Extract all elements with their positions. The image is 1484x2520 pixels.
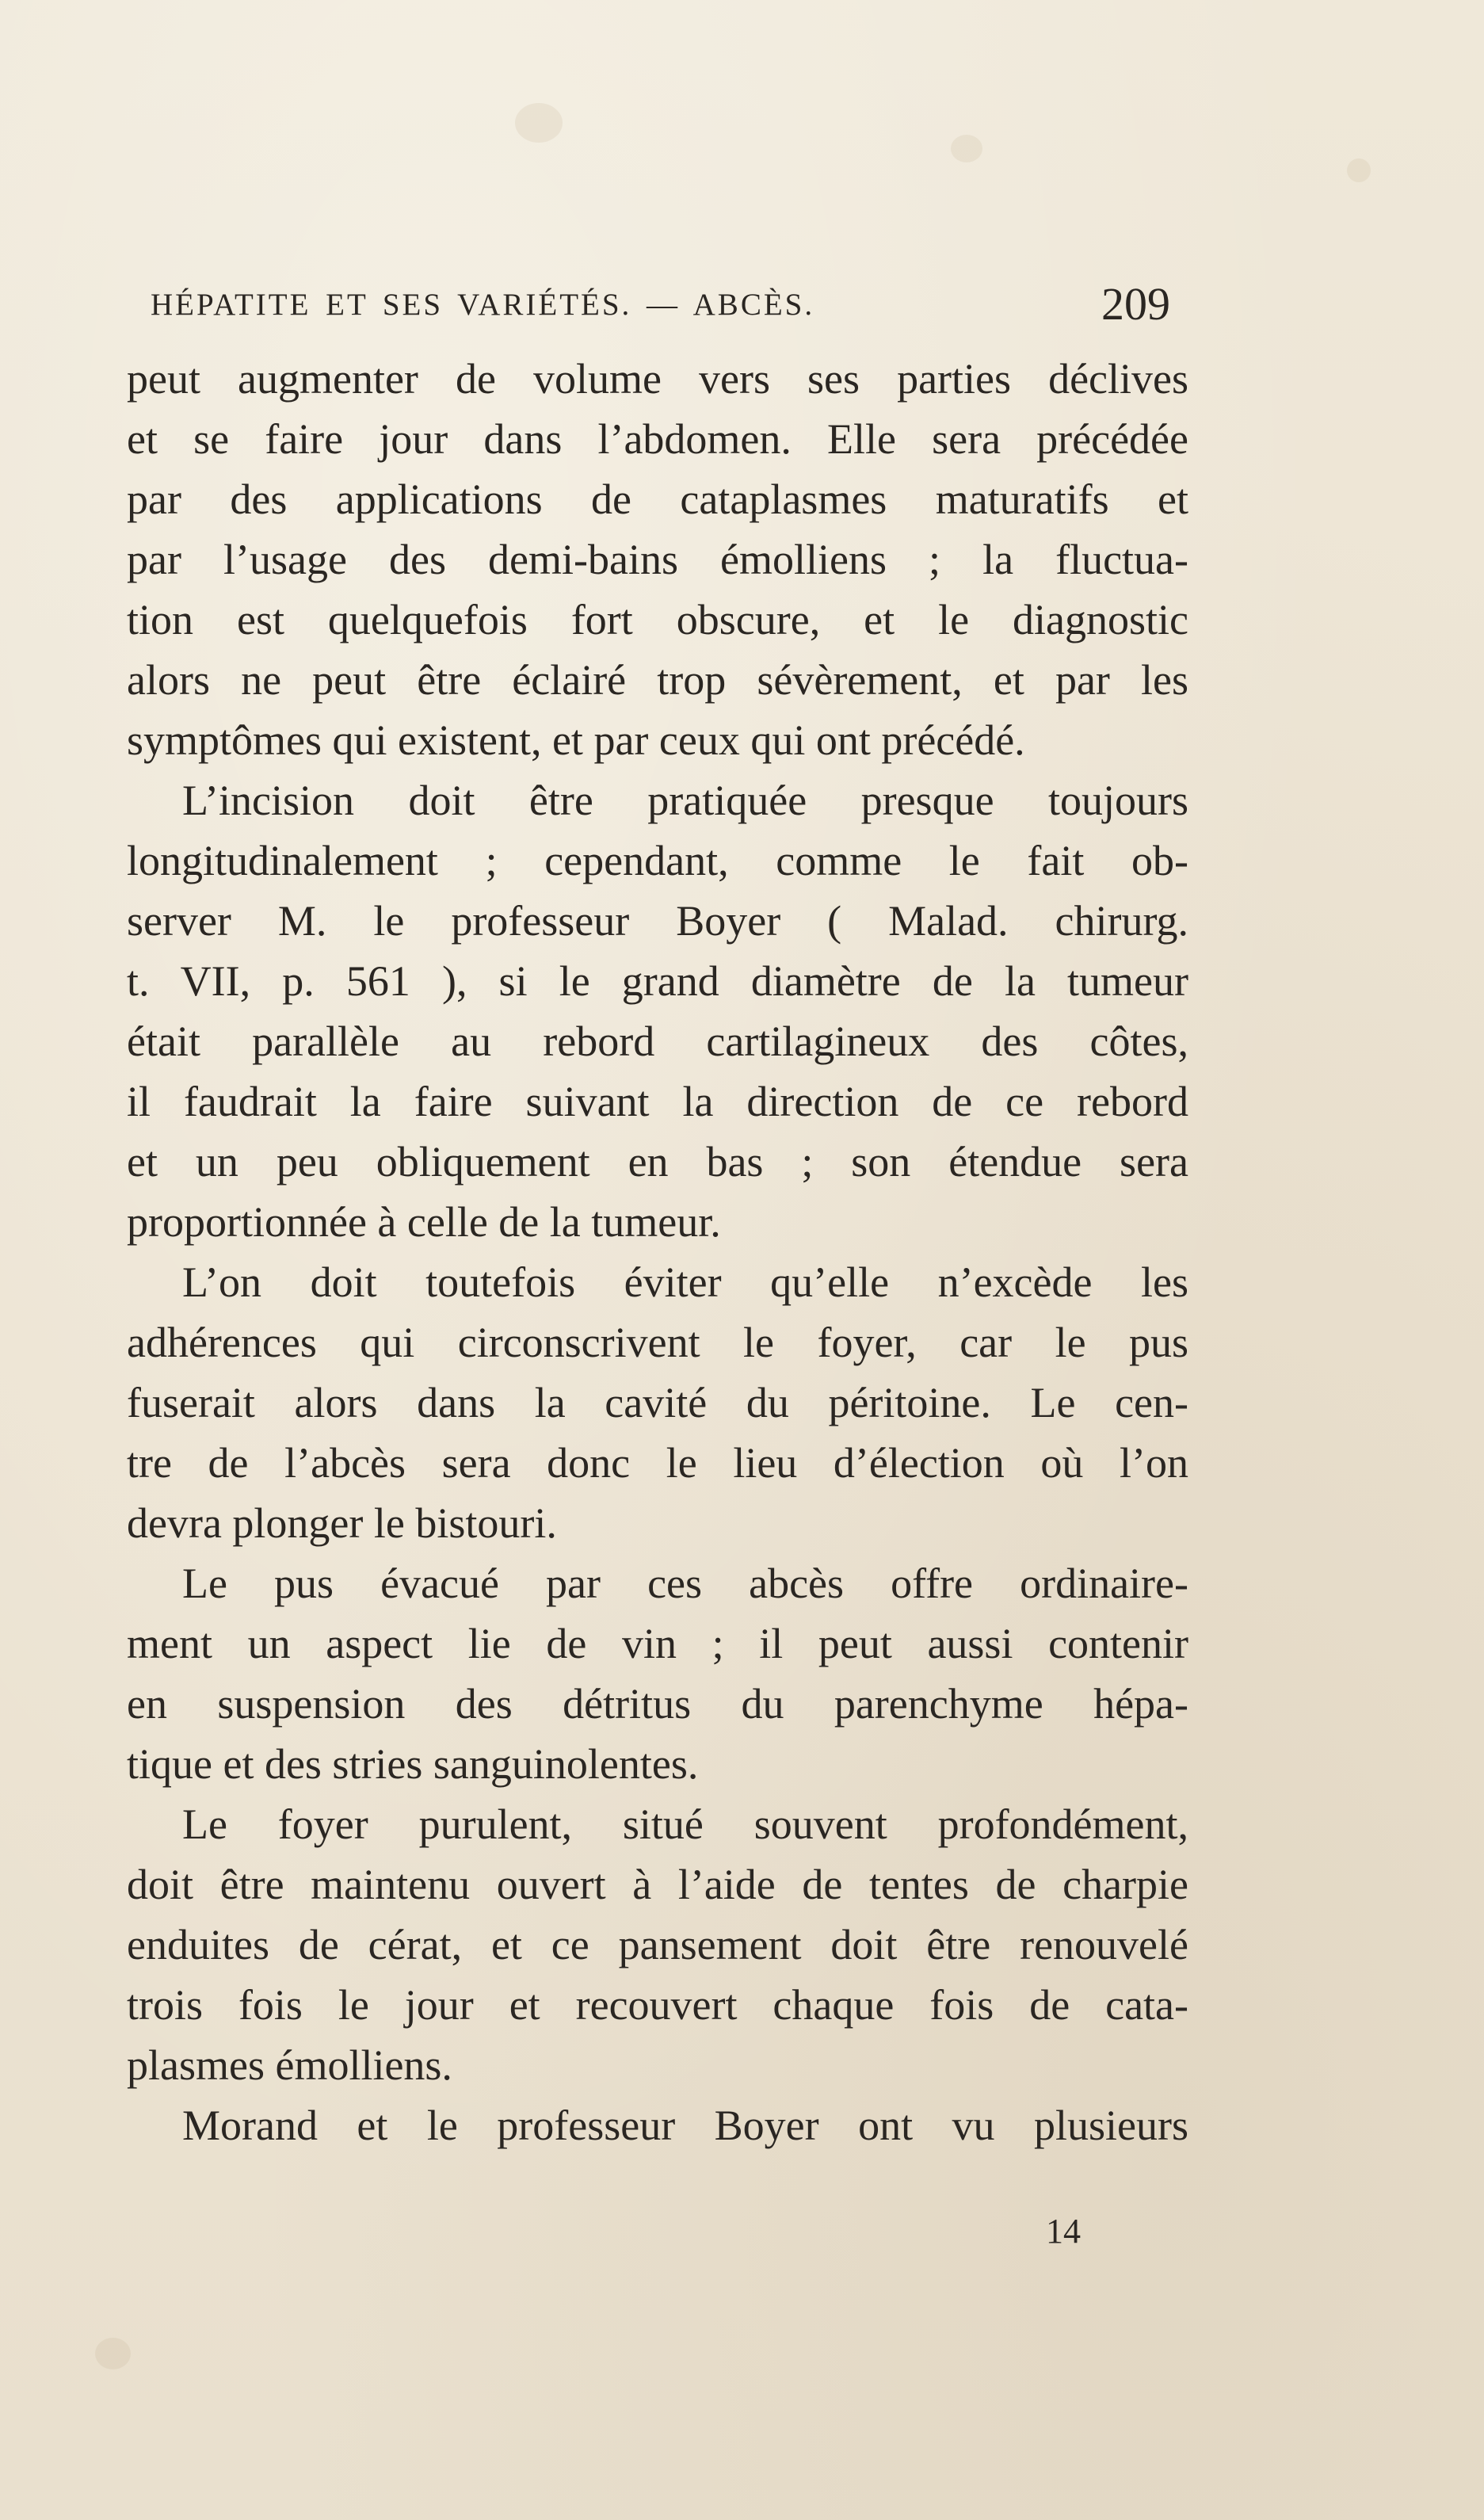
text-line: tre de l’abcès sera donc le lieu d’élection où l’on [127, 1439, 1188, 1487]
text-line: devra plonger le bistouri. [127, 1499, 557, 1547]
text-line: et se faire jour dans l’abdomen. Elle sera précédée [127, 415, 1188, 463]
text-line: enduites de cérat, et ce pansement doit être renouvelé [127, 1921, 1188, 1968]
text-line: server M. le professeur Boyer ( Malad. chirurg. [127, 897, 1188, 945]
page-number: 209 [1101, 278, 1170, 330]
text-line: t. VII, p. 561 ), si le grand diamètre de la tumeur [127, 957, 1188, 1005]
text-line: longitudinalement ; cependant, comme le fait ob- [127, 837, 1188, 884]
text-line: Le foyer purulent, situé souvent profondément, [182, 1800, 1188, 1848]
text-line: en suspension des détritus du parenchyme hépa- [127, 1680, 1188, 1728]
text-line: peut augmenter de volume vers ses parties déclives [127, 355, 1188, 403]
text-line: symptômes qui existent, et par ceux qui ont précédé. [127, 716, 1025, 764]
paper-stain [95, 2338, 131, 2369]
paper-stain [515, 103, 563, 143]
text-line: trois fois le jour et recouvert chaque fois de cata- [127, 1981, 1188, 2029]
running-title: HÉPATITE ET SES VARIÉTÉS. — ABCÈS. [151, 288, 815, 322]
text-line: plasmes émolliens. [127, 2041, 452, 2089]
text-line: L’on doit toutefois éviter qu’elle n’excède les [182, 1258, 1188, 1306]
text-line: alors ne peut être éclairé trop sévèrement, et par les [127, 656, 1188, 704]
text-line: doit être maintenu ouvert à l’aide de tentes de charpie [127, 1861, 1188, 1908]
text-line: il faudrait la faire suivant la direction de ce rebord [127, 1078, 1188, 1125]
text-line: tique et des stries sanguinolentes. [127, 1740, 699, 1788]
text-line: proportionnée à celle de la tumeur. [127, 1198, 721, 1246]
text-line: et un peu obliquement en bas ; son étendue sera [127, 1138, 1188, 1186]
text-line: Le pus évacué par ces abcès offre ordinaire- [182, 1560, 1188, 1607]
text-line: tion est quelquefois fort obscure, et le diagnostic [127, 596, 1188, 643]
text-line: par l’usage des demi-bains émolliens ; la fluctua- [127, 536, 1188, 583]
text-line: adhérences qui circonscrivent le foyer, car le pus [127, 1319, 1188, 1366]
signature-mark: 14 [1046, 2212, 1081, 2251]
text-line: fuserait alors dans la cavité du péritoine. Le cen- [127, 1379, 1188, 1426]
paper-stain [951, 135, 982, 162]
text-line: était parallèle au rebord cartilagineux des côtes, [127, 1018, 1188, 1065]
text-line: ment un aspect lie de vin ; il peut aussi contenir [127, 1620, 1188, 1667]
paper-stain [1347, 158, 1371, 182]
text-line: L’incision doit être pratiquée presque toujours [182, 777, 1188, 824]
text-line: Morand et le professeur Boyer ont vu plusieurs [182, 2102, 1188, 2149]
text-line: par des applications de cataplasmes maturatifs et [127, 475, 1188, 523]
